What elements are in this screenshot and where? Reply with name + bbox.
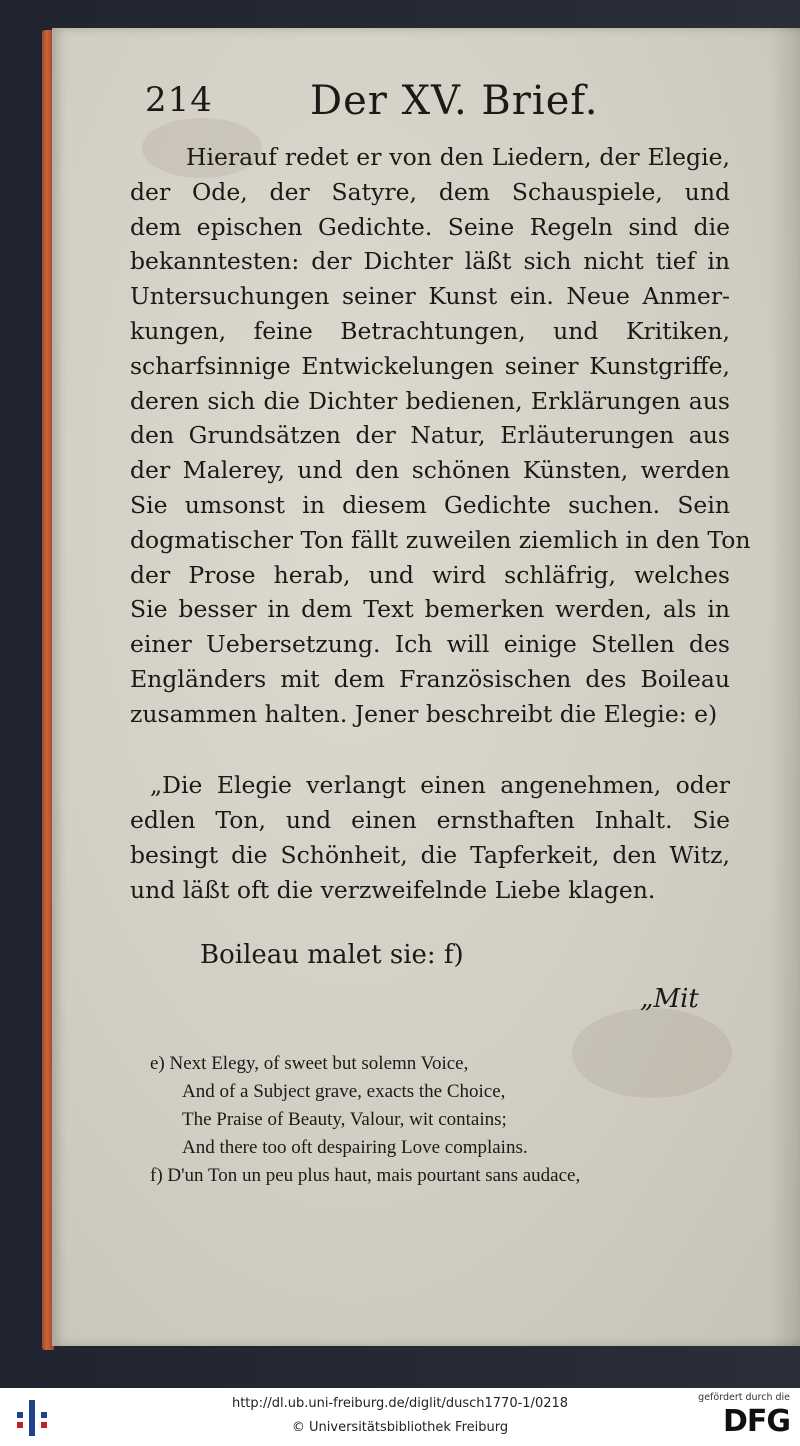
footnote-line: The Praise of Beauty, Valour, wit contains; <box>182 1109 507 1130</box>
permalink-url[interactable]: http://dl.ub.uni-freiburg.de/diglit/dusch1770-1/0218 <box>231 1396 569 1411</box>
text-line: Hierauf redet er von den Liedern, der Elegie, <box>186 143 730 171</box>
text-line: Sie umsonst in diesem Gedichte suchen. Sein <box>130 490 730 519</box>
text-line: einer Uebersetzung. Ich will einige Stellen des <box>130 630 730 659</box>
dfg-logo: DFG <box>722 1404 790 1439</box>
text-line: den Grundsätzen der Natur, Erläuterungen aus <box>130 421 730 450</box>
quote-line: „Die Elegie verlangt einen angenehmen, oder <box>150 771 730 799</box>
text-line: Untersuchungen seiner Kunst ein. Neue Anmer- <box>130 282 730 311</box>
quote-line: und läßt oft die verzweifelnde Liebe klagen. <box>130 876 656 904</box>
footnote-line: And there too oft despairing Love complains. <box>182 1137 528 1158</box>
quote-line: edlen Ton, und einen ernsthaften Inhalt. Sie <box>130 806 730 834</box>
boileau-line: Boileau malet sie: f) <box>200 940 464 970</box>
text-line: bekanntesten: der Dichter läßt sich nicht tief in <box>130 247 730 276</box>
funded-by-label: gefördert durch die <box>698 1392 790 1403</box>
text-line: der Malerey, und den schönen Künsten, werden <box>130 456 730 485</box>
footnote-line: f) D'un Ton un peu plus haut, mais pourtant sans audace, <box>150 1165 581 1186</box>
quote-paragraph <box>130 768 730 908</box>
body-text <box>130 140 751 732</box>
text-line: scharfsinnige Entwickelungen seiner Kunstgriffe, <box>130 351 730 380</box>
text-line: dem epischen Gedichte. Seine Regeln sind die <box>130 212 730 241</box>
quote-line: besingt die Schönheit, die Tapferkeit, den Witz, <box>130 841 730 869</box>
footnotes <box>150 1050 750 1190</box>
page-number: 214 <box>145 80 213 120</box>
footnote-line: And of a Subject grave, exacts the Choice, <box>182 1081 506 1102</box>
copyright-notice: © Universitätsbibliothek Freiburg <box>291 1420 509 1435</box>
text-line: Sie besser in dem Text bemerken werden, als in <box>130 595 730 624</box>
text-line: kungen, feine Betrachtungen, und Kritiken, <box>130 316 730 345</box>
text-line: deren sich die Dichter bedienen, Erklärungen aus <box>130 386 730 415</box>
catchword: „Mit <box>640 984 699 1014</box>
text-line: dogmatischer Ton fällt zuweilen ziemlich in den Ton <box>130 525 751 554</box>
text-line: der Ode, der Satyre, dem Schauspiele, und <box>130 177 730 206</box>
footnote-line: e) Next Elegy, of sweet but solemn Voice, <box>150 1053 469 1074</box>
footer-bar <box>0 1388 800 1446</box>
text-line: der Prose herab, und wird schläfrig, welches <box>130 560 730 589</box>
running-head: Der XV. Brief. <box>310 78 599 124</box>
text-line: Engländers mit dem Französischen des Boileau <box>130 664 730 693</box>
text-line: zusammen halten. Jener beschreibt die Elegie: e) <box>130 699 718 728</box>
